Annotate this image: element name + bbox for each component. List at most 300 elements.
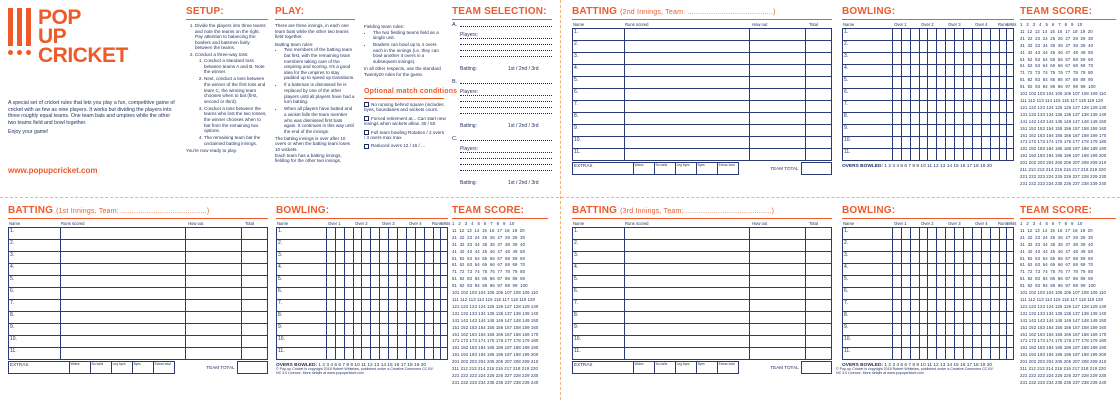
- batsman-number[interactable]: 1.: [9, 228, 61, 240]
- ball-cell[interactable]: [901, 137, 910, 149]
- ball-cell[interactable]: [955, 276, 964, 288]
- ball-cell[interactable]: [407, 288, 416, 300]
- how-out-cell[interactable]: [750, 29, 806, 41]
- ball-cell[interactable]: [973, 113, 982, 125]
- ball-cell[interactable]: [892, 101, 901, 113]
- ball-cell[interactable]: [937, 65, 946, 77]
- total-cell[interactable]: [806, 348, 832, 360]
- ball-cell[interactable]: [955, 300, 964, 312]
- ball-cell[interactable]: [982, 125, 991, 137]
- ball-cell[interactable]: [928, 276, 937, 288]
- ball-cell[interactable]: [901, 276, 910, 288]
- extras-cell[interactable]: Byes: [696, 163, 717, 175]
- ball-cell[interactable]: [964, 125, 973, 137]
- bowler-number[interactable]: 8.: [277, 312, 327, 324]
- wickets-cell[interactable]: [1006, 41, 1013, 53]
- total-cell[interactable]: [806, 336, 832, 348]
- overs-bowled-numbers[interactable]: 1 2 3 4 5 6 7 8 9 10 11 12 13 14 15 16 17 18 19 20: [318, 363, 427, 368]
- bowler-number[interactable]: 7.: [277, 300, 327, 312]
- player-line[interactable]: [460, 113, 552, 114]
- bowler-number[interactable]: 6.: [843, 288, 893, 300]
- ball-cell[interactable]: [892, 137, 901, 149]
- ball-cell[interactable]: [937, 137, 946, 149]
- total-cell[interactable]: [242, 252, 268, 264]
- ball-cell[interactable]: [416, 288, 425, 300]
- wickets-cell[interactable]: [1006, 276, 1013, 288]
- ball-cell[interactable]: [946, 336, 955, 348]
- ball-cell[interactable]: [416, 252, 425, 264]
- ball-cell[interactable]: [937, 149, 946, 161]
- ball-cell[interactable]: [937, 264, 946, 276]
- how-out-cell[interactable]: [750, 240, 806, 252]
- ball-cell[interactable]: [389, 348, 398, 360]
- ball-cell[interactable]: [910, 41, 919, 53]
- wickets-cell[interactable]: [440, 276, 447, 288]
- total-cell[interactable]: [806, 252, 832, 264]
- ball-cell[interactable]: [946, 29, 955, 41]
- run-tally[interactable]: [1020, 22, 1106, 188]
- ball-cell[interactable]: [910, 288, 919, 300]
- ball-cell[interactable]: [344, 324, 353, 336]
- ball-cell[interactable]: [955, 101, 964, 113]
- wickets-cell[interactable]: [1006, 89, 1013, 101]
- ball-cell[interactable]: [991, 264, 1000, 276]
- ball-cell[interactable]: [407, 348, 416, 360]
- runs-cell[interactable]: [60, 264, 185, 276]
- total-cell[interactable]: [806, 264, 832, 276]
- ball-cell[interactable]: [389, 300, 398, 312]
- ball-cell[interactable]: [901, 288, 910, 300]
- ball-cell[interactable]: [937, 41, 946, 53]
- total-cell[interactable]: [242, 312, 268, 324]
- total-cell[interactable]: [806, 113, 832, 125]
- bowler-number[interactable]: 11.: [843, 348, 893, 360]
- tally-row[interactable]: 151 152 153 154 155 156 157 158 159 160: [1020, 125, 1107, 131]
- wickets-cell[interactable]: [440, 336, 447, 348]
- total-cell[interactable]: [806, 137, 832, 149]
- runs-cell[interactable]: [624, 101, 749, 113]
- ball-cell[interactable]: [362, 228, 371, 240]
- total-cell[interactable]: [806, 53, 832, 65]
- ball-cell[interactable]: [955, 324, 964, 336]
- tally-row[interactable]: 121 122 123 124 125 126 127 128 129 130: [452, 303, 539, 309]
- bowler-number[interactable]: 10.: [843, 336, 893, 348]
- how-out-cell[interactable]: [750, 113, 806, 125]
- ball-cell[interactable]: [955, 77, 964, 89]
- batsman-number[interactable]: 3.: [573, 53, 625, 65]
- bowler-number[interactable]: 1.: [843, 29, 893, 41]
- ball-cell[interactable]: [964, 101, 973, 113]
- ball-cell[interactable]: [901, 149, 910, 161]
- tally-row[interactable]: 141 142 143 144 145 146 147 148 149 150: [1020, 317, 1107, 323]
- ball-cell[interactable]: [380, 264, 389, 276]
- ball-cell[interactable]: [371, 252, 380, 264]
- total-cell[interactable]: [806, 288, 832, 300]
- ball-cell[interactable]: [946, 288, 955, 300]
- ball-cell[interactable]: [946, 65, 955, 77]
- total-cell[interactable]: [806, 125, 832, 137]
- ball-cell[interactable]: [901, 264, 910, 276]
- ball-cell[interactable]: [910, 228, 919, 240]
- ball-cell[interactable]: [973, 324, 982, 336]
- extras-cell[interactable]: No balls: [90, 362, 111, 374]
- ball-cell[interactable]: [901, 240, 910, 252]
- tally-row[interactable]: 231 232 233 234 235 236 237 238 239 240: [1020, 180, 1107, 186]
- ball-cell[interactable]: [425, 300, 434, 312]
- runs-cell[interactable]: [999, 65, 1006, 77]
- tally-row[interactable]: 81 82 83 84 85 86 87 88 89 90: [1020, 77, 1094, 83]
- extras-cell[interactable]: Wides: [633, 163, 654, 175]
- how-out-cell[interactable]: [186, 240, 242, 252]
- ball-cell[interactable]: [919, 113, 928, 125]
- how-out-cell[interactable]: [750, 336, 806, 348]
- how-out-cell[interactable]: [186, 228, 242, 240]
- runs-cell[interactable]: [433, 228, 440, 240]
- tally-row[interactable]: 221 222 223 224 225 226 227 228 229 230: [1020, 173, 1107, 179]
- ball-cell[interactable]: [362, 240, 371, 252]
- runs-cell[interactable]: [624, 137, 749, 149]
- team-total-cell[interactable]: [801, 163, 831, 175]
- runs-cell[interactable]: [60, 348, 185, 360]
- runs-cell[interactable]: [999, 101, 1006, 113]
- ball-cell[interactable]: [964, 252, 973, 264]
- how-out-cell[interactable]: [750, 65, 806, 77]
- extras-cell[interactable]: Wides: [69, 362, 90, 374]
- ball-cell[interactable]: [353, 288, 362, 300]
- wickets-cell[interactable]: [1006, 336, 1013, 348]
- ball-cell[interactable]: [937, 125, 946, 137]
- tally-row[interactable]: 101 102 103 104 105 106 107 108 109 110: [452, 290, 539, 296]
- ball-cell[interactable]: [398, 348, 407, 360]
- ball-cell[interactable]: [901, 65, 910, 77]
- ball-cell[interactable]: [919, 137, 928, 149]
- total-cell[interactable]: [806, 228, 832, 240]
- ball-cell[interactable]: [928, 240, 937, 252]
- tally-row[interactable]: 171 172 173 174 175 176 177 178 179 180: [1020, 338, 1107, 344]
- ball-cell[interactable]: [389, 312, 398, 324]
- ball-cell[interactable]: [892, 113, 901, 125]
- ball-cell[interactable]: [982, 137, 991, 149]
- ball-cell[interactable]: [955, 113, 964, 125]
- runs-cell[interactable]: [999, 29, 1006, 41]
- ball-cell[interactable]: [982, 276, 991, 288]
- ball-cell[interactable]: [937, 252, 946, 264]
- tally-row[interactable]: 91 92 93 94 95 96 97 98 99 100: [1020, 84, 1096, 90]
- batsman-number[interactable]: 8.: [573, 312, 625, 324]
- how-out-cell[interactable]: [750, 348, 806, 360]
- batsman-number[interactable]: 5.: [573, 276, 625, 288]
- runs-cell[interactable]: [624, 228, 749, 240]
- ball-cell[interactable]: [353, 240, 362, 252]
- ball-cell[interactable]: [892, 77, 901, 89]
- total-cell[interactable]: [242, 348, 268, 360]
- tally-row[interactable]: 31 32 33 34 35 36 37 38 39 40: [1020, 42, 1094, 48]
- ball-cell[interactable]: [919, 228, 928, 240]
- ball-cell[interactable]: [991, 53, 1000, 65]
- bowler-number[interactable]: 10.: [277, 336, 327, 348]
- ball-cell[interactable]: [928, 149, 937, 161]
- ball-cell[interactable]: [964, 65, 973, 77]
- ball-cell[interactable]: [955, 312, 964, 324]
- runs-cell[interactable]: [999, 137, 1006, 149]
- player-line[interactable]: [460, 107, 552, 108]
- ball-cell[interactable]: [991, 336, 1000, 348]
- ball-cell[interactable]: [964, 348, 973, 360]
- how-out-cell[interactable]: [750, 41, 806, 53]
- batsman-number[interactable]: 8.: [9, 312, 61, 324]
- bowler-number[interactable]: 2.: [843, 41, 893, 53]
- ball-cell[interactable]: [416, 264, 425, 276]
- ball-cell[interactable]: [973, 300, 982, 312]
- ball-cell[interactable]: [344, 240, 353, 252]
- how-out-cell[interactable]: [750, 101, 806, 113]
- runs-cell[interactable]: [60, 252, 185, 264]
- tally-row[interactable]: 51 52 53 54 55 56 57 58 59 60: [1020, 255, 1094, 261]
- runs-cell[interactable]: [624, 113, 749, 125]
- total-cell[interactable]: [806, 300, 832, 312]
- ball-cell[interactable]: [964, 300, 973, 312]
- batsman-number[interactable]: 3.: [573, 252, 625, 264]
- batsman-number[interactable]: 3.: [9, 252, 61, 264]
- batsman-number[interactable]: 9.: [9, 324, 61, 336]
- bowler-number[interactable]: 3.: [843, 252, 893, 264]
- runs-cell[interactable]: [624, 288, 749, 300]
- ball-cell[interactable]: [964, 41, 973, 53]
- tally-row[interactable]: 181 182 183 184 185 186 187 188 189 190: [1020, 146, 1107, 152]
- ball-cell[interactable]: [946, 324, 955, 336]
- wickets-cell[interactable]: [440, 288, 447, 300]
- ball-cell[interactable]: [946, 240, 955, 252]
- tally-row[interactable]: 221 222 223 224 225 226 227 228 229 230: [1020, 372, 1107, 378]
- team-name-line[interactable]: [460, 26, 552, 27]
- how-out-cell[interactable]: [750, 53, 806, 65]
- tally-row[interactable]: 41 42 43 44 45 46 47 48 49 50: [1020, 49, 1094, 55]
- ball-cell[interactable]: [425, 264, 434, 276]
- tally-row[interactable]: 1 2 3 4 5 6 7 8 9 10: [452, 221, 515, 226]
- ball-cell[interactable]: [892, 125, 901, 137]
- website-link[interactable]: www.popupcricket.com: [8, 166, 98, 175]
- ball-cell[interactable]: [335, 240, 344, 252]
- tally-row[interactable]: 61 62 63 64 65 66 67 68 69 70: [1020, 262, 1094, 268]
- ball-cell[interactable]: [425, 348, 434, 360]
- ball-cell[interactable]: [973, 89, 982, 101]
- ball-cell[interactable]: [892, 41, 901, 53]
- ball-cell[interactable]: [982, 288, 991, 300]
- ball-cell[interactable]: [919, 125, 928, 137]
- ball-cell[interactable]: [335, 288, 344, 300]
- batsman-number[interactable]: 6.: [573, 89, 625, 101]
- ball-cell[interactable]: [946, 312, 955, 324]
- wickets-cell[interactable]: [1006, 240, 1013, 252]
- how-out-cell[interactable]: [186, 336, 242, 348]
- tally-row[interactable]: 1 2 3 4 5 6 7 8 9 10: [1020, 22, 1083, 27]
- runs-cell[interactable]: [624, 252, 749, 264]
- ball-cell[interactable]: [326, 324, 335, 336]
- ball-cell[interactable]: [964, 240, 973, 252]
- batsman-number[interactable]: 9.: [573, 324, 625, 336]
- ball-cell[interactable]: [964, 149, 973, 161]
- ball-cell[interactable]: [901, 252, 910, 264]
- ball-cell[interactable]: [937, 113, 946, 125]
- ball-cell[interactable]: [955, 41, 964, 53]
- ball-cell[interactable]: [371, 348, 380, 360]
- tally-row[interactable]: 231 232 233 234 235 236 237 238 239 240: [1020, 379, 1107, 385]
- ball-cell[interactable]: [973, 101, 982, 113]
- runs-cell[interactable]: [433, 252, 440, 264]
- ball-cell[interactable]: [964, 89, 973, 101]
- tally-row[interactable]: 101 102 103 104 105 106 107 108 109 110: [1020, 91, 1107, 97]
- player-line[interactable]: [460, 44, 552, 45]
- tally-row[interactable]: 201 202 203 204 205 206 207 208 209 210: [452, 359, 539, 365]
- ball-cell[interactable]: [982, 324, 991, 336]
- ball-cell[interactable]: [389, 288, 398, 300]
- how-out-cell[interactable]: [750, 89, 806, 101]
- tally-row[interactable]: 61 62 63 64 65 66 67 68 69 70: [1020, 63, 1094, 69]
- ball-cell[interactable]: [371, 264, 380, 276]
- extras-cell[interactable]: No balls: [654, 163, 675, 175]
- how-out-cell[interactable]: [750, 252, 806, 264]
- tally-row[interactable]: 81 82 83 84 85 86 87 88 89 90: [1020, 276, 1094, 282]
- tally-row[interactable]: 191 192 193 194 195 196 197 198 199 200: [452, 352, 539, 358]
- ball-cell[interactable]: [982, 29, 991, 41]
- tally-row[interactable]: 51 52 53 54 55 56 57 58 59 60: [1020, 56, 1094, 62]
- ball-cell[interactable]: [910, 276, 919, 288]
- ball-cell[interactable]: [371, 300, 380, 312]
- ball-cell[interactable]: [919, 65, 928, 77]
- ball-cell[interactable]: [982, 264, 991, 276]
- batsman-number[interactable]: 4.: [573, 65, 625, 77]
- ball-cell[interactable]: [991, 101, 1000, 113]
- ball-cell[interactable]: [344, 336, 353, 348]
- ball-cell[interactable]: [955, 65, 964, 77]
- ball-cell[interactable]: [937, 101, 946, 113]
- wickets-cell[interactable]: [440, 264, 447, 276]
- bowler-number[interactable]: 4.: [277, 264, 327, 276]
- ball-cell[interactable]: [910, 264, 919, 276]
- ball-cell[interactable]: [955, 288, 964, 300]
- ball-cell[interactable]: [991, 252, 1000, 264]
- ball-cell[interactable]: [991, 324, 1000, 336]
- ball-cell[interactable]: [892, 149, 901, 161]
- runs-cell[interactable]: [433, 324, 440, 336]
- runs-cell[interactable]: [60, 288, 185, 300]
- ball-cell[interactable]: [919, 288, 928, 300]
- ball-cell[interactable]: [928, 29, 937, 41]
- ball-cell[interactable]: [982, 149, 991, 161]
- batsman-number[interactable]: 5.: [573, 77, 625, 89]
- batsman-number[interactable]: 9.: [573, 125, 625, 137]
- runs-cell[interactable]: [60, 312, 185, 324]
- batsman-number[interactable]: 1.: [573, 29, 625, 41]
- ball-cell[interactable]: [362, 264, 371, 276]
- ball-cell[interactable]: [991, 29, 1000, 41]
- ball-cell[interactable]: [973, 53, 982, 65]
- ball-cell[interactable]: [946, 264, 955, 276]
- ball-cell[interactable]: [910, 300, 919, 312]
- extras-cell[interactable]: Leg byes: [111, 362, 132, 374]
- total-cell[interactable]: [806, 41, 832, 53]
- runs-cell[interactable]: [60, 300, 185, 312]
- total-cell[interactable]: [806, 312, 832, 324]
- how-out-cell[interactable]: [750, 125, 806, 137]
- runs-cell[interactable]: [624, 276, 749, 288]
- runs-cell[interactable]: [999, 149, 1006, 161]
- ball-cell[interactable]: [416, 240, 425, 252]
- batsman-number[interactable]: 4.: [573, 264, 625, 276]
- how-out-cell[interactable]: [750, 264, 806, 276]
- ball-cell[interactable]: [362, 288, 371, 300]
- ball-cell[interactable]: [425, 324, 434, 336]
- total-cell[interactable]: [806, 324, 832, 336]
- ball-cell[interactable]: [389, 252, 398, 264]
- ball-cell[interactable]: [937, 240, 946, 252]
- wickets-cell[interactable]: [1006, 312, 1013, 324]
- bowler-number[interactable]: 7.: [843, 300, 893, 312]
- ball-cell[interactable]: [919, 264, 928, 276]
- ball-cell[interactable]: [362, 324, 371, 336]
- batsman-number[interactable]: 2.: [573, 41, 625, 53]
- ball-cell[interactable]: [982, 348, 991, 360]
- ball-cell[interactable]: [416, 348, 425, 360]
- ball-cell[interactable]: [955, 53, 964, 65]
- total-cell[interactable]: [242, 228, 268, 240]
- ball-cell[interactable]: [407, 252, 416, 264]
- ball-cell[interactable]: [928, 125, 937, 137]
- ball-cell[interactable]: [398, 312, 407, 324]
- ball-cell[interactable]: [389, 240, 398, 252]
- wickets-cell[interactable]: [440, 300, 447, 312]
- runs-cell[interactable]: [999, 228, 1006, 240]
- tally-row[interactable]: 71 72 73 74 75 76 77 78 79 80: [1020, 269, 1094, 275]
- total-cell[interactable]: [242, 300, 268, 312]
- tally-row[interactable]: 11 12 13 14 15 16 17 18 19 20: [1020, 227, 1093, 233]
- ball-cell[interactable]: [946, 149, 955, 161]
- runs-cell[interactable]: [624, 324, 749, 336]
- bowler-number[interactable]: 1.: [843, 228, 893, 240]
- how-out-cell[interactable]: [750, 276, 806, 288]
- batsman-number[interactable]: 10.: [573, 336, 625, 348]
- ball-cell[interactable]: [982, 336, 991, 348]
- ball-cell[interactable]: [398, 324, 407, 336]
- ball-cell[interactable]: [955, 252, 964, 264]
- ball-cell[interactable]: [919, 77, 928, 89]
- bowler-number[interactable]: 5.: [843, 77, 893, 89]
- ball-cell[interactable]: [955, 228, 964, 240]
- batsman-number[interactable]: 2.: [9, 240, 61, 252]
- ball-cell[interactable]: [353, 336, 362, 348]
- bowler-number[interactable]: 6.: [843, 89, 893, 101]
- ball-cell[interactable]: [982, 252, 991, 264]
- ball-cell[interactable]: [380, 300, 389, 312]
- bowler-number[interactable]: 10.: [843, 137, 893, 149]
- ball-cell[interactable]: [371, 288, 380, 300]
- ball-cell[interactable]: [919, 252, 928, 264]
- runs-cell[interactable]: [999, 288, 1006, 300]
- tally-row[interactable]: 111 112 113 114 115 116 117 118 119 120: [1020, 97, 1104, 103]
- how-out-cell[interactable]: [750, 137, 806, 149]
- ball-cell[interactable]: [910, 77, 919, 89]
- ball-cell[interactable]: [892, 336, 901, 348]
- ball-cell[interactable]: [344, 312, 353, 324]
- bowler-number[interactable]: 4.: [843, 65, 893, 77]
- ball-cell[interactable]: [991, 300, 1000, 312]
- how-out-cell[interactable]: [750, 312, 806, 324]
- runs-cell[interactable]: [624, 29, 749, 41]
- extras-cell[interactable]: Extras total: [717, 362, 738, 374]
- ball-cell[interactable]: [991, 125, 1000, 137]
- team-total-cell[interactable]: [801, 362, 831, 374]
- ball-cell[interactable]: [919, 89, 928, 101]
